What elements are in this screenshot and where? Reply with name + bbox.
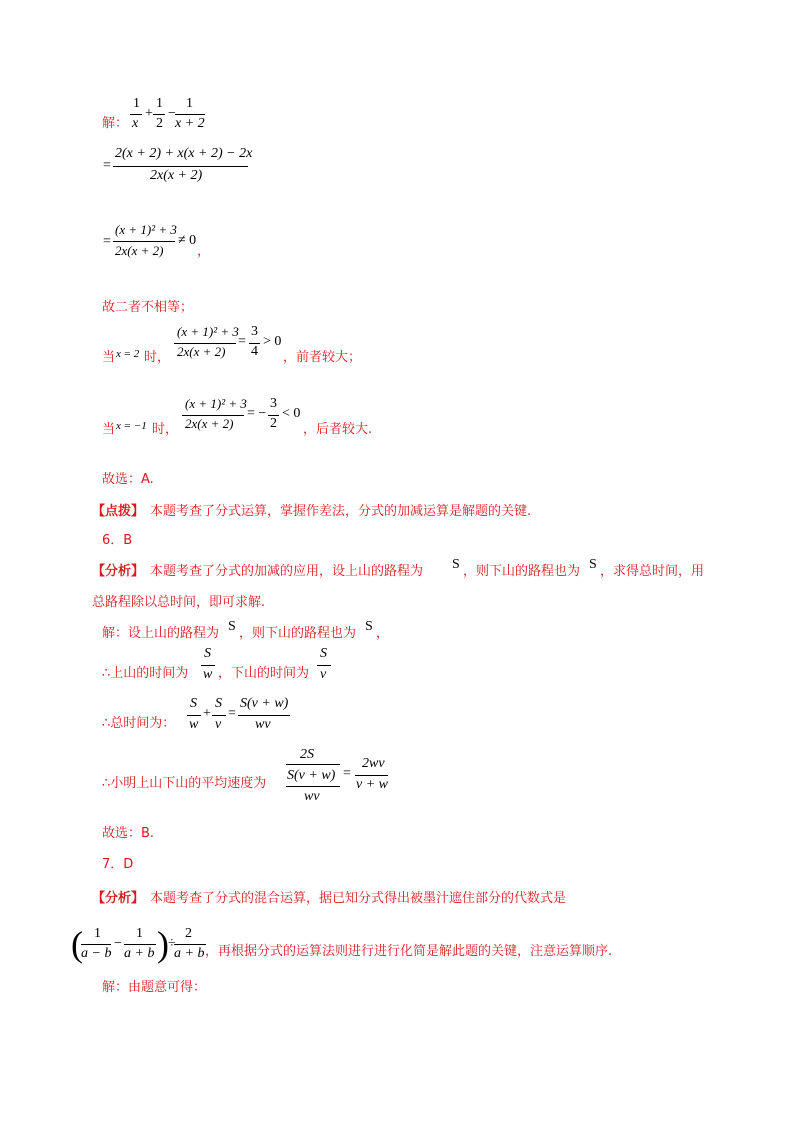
not-equal-zero: ≠ 0 [178,233,197,248]
q6-t-eq: = [228,706,236,721]
case2-prefix: 当 [102,422,116,437]
result-den: 2x(x + 2) [115,243,164,258]
q6-analysis-a: 本题考查了分式的加减的应用，设上山的路程为 [150,564,424,579]
q6-down-text: ，下山的时间为 [218,666,310,681]
q7-e2-den: a + b [124,946,155,961]
q6-avg-r-bar [355,775,388,776]
q6-t1-den: w [189,717,199,732]
q6-t1-num: S [190,696,197,711]
q6-analysis-c: ，求得总时间，用 [600,564,705,579]
minus-sign: − [168,106,176,121]
q6-solution-a: 解：设上山的路程为 [102,626,220,641]
big-frac-num: 2(x + 2) + x(x + 2) − 2x [115,146,253,161]
q6-avg-bot: wv [304,789,320,804]
q6-solution-c: ， [376,626,390,641]
q7-e1-num: 1 [94,926,101,941]
q7-minus: − [114,936,122,951]
q7-e2-bar [124,944,156,945]
case2-compare: < 0 [282,406,301,421]
frac3-num: 1 [186,96,193,111]
frac2-num: 1 [156,96,163,111]
case2-eq: = − [247,406,267,421]
q6-avg-eq: = [343,766,351,781]
case1-prefix: 当 [102,350,116,365]
q6-t2-num: S [215,696,222,711]
big-frac-bar [113,166,248,167]
q6-up-num: S [204,646,211,661]
q7-number: 7．D [102,857,134,872]
q6-analysis-label: 【分析】 [92,564,145,579]
case2-den: 2x(x + 2) [185,416,234,431]
q6-avg-top: 2S [300,747,314,762]
case2-tail: ，后者较大. [303,422,373,437]
q6-t3-num: S(v + w) [240,696,289,711]
frac1-num: 1 [133,96,140,111]
choose-a: 故选：A. [102,472,154,487]
q6-t3-den: wv [255,717,271,732]
q6-number: 6．B [102,533,133,548]
case2-suffix: 时， [152,422,179,437]
big-frac-den: 2x(x + 2) [150,168,203,183]
case2-val-num: 3 [270,396,277,411]
q7-analysis-line2: ，再根据分式的运算法则进行进行化简是解此题的关键，注意运算顺序. [205,944,613,959]
q6-s3: S [228,619,236,634]
q6-down-den: v [320,667,327,682]
q6-avg-r-den: v + w [356,777,388,792]
solution-label: 解： [102,116,129,131]
q6-up-bar [201,665,215,666]
conclusion-text: 故二者不相等； [102,300,194,315]
equals-sign: = [103,158,111,173]
tip-label: 【点拨】 [92,504,145,519]
plus-sign: + [145,106,153,121]
q7-left-paren: ( [71,924,83,964]
q6-avg-inner-bar-top [286,764,340,765]
case1-den: 2x(x + 2) [177,344,226,359]
q6-analysis-line2: 总路程除以总时间，即可求解. [92,595,266,610]
tip-text: 本题考查了分式运算，掌握作差法，分式的加减运算是解题的关键. [150,504,532,519]
q6-s1: S [452,557,460,572]
q7-e3-num: 2 [185,926,192,941]
frac1-bar [130,114,142,115]
case2-num: (x + 1)² + 3 [185,396,247,411]
frac2-den: 2 [156,116,163,131]
q6-avg-text: ∴小明上山下山的平均速度为 [102,776,267,791]
q7-analysis-line1: 本题考查了分式的混合运算，据已知分式得出被墨汁遮住部分的代数式是 [150,891,567,906]
case1-eq: = [238,334,246,349]
q7-e1-bar [81,944,111,945]
q6-total-text: ∴总时间为： [102,716,176,731]
q7-e3-den: a + b [174,946,205,961]
case1-suffix: 时， [144,350,171,365]
equals-sign: = [103,234,111,249]
case2-condition: x = −1 [116,420,147,432]
choose-b: 故选：B. [102,826,155,841]
q6-up-text: ∴上山的时间为 [102,666,189,681]
q6-avg-mid: S(v + w) [287,768,336,783]
q7-e2-num: 1 [136,926,143,941]
comma: ， [197,244,211,259]
q6-down-bar [317,665,331,666]
q7-analysis-label: 【分析】 [92,891,145,906]
q6-solution-b: ，则下山的路程也为 [239,626,357,641]
q7-solution: 解：由题意可得： [102,980,207,995]
frac3-bar [175,114,205,115]
q6-avg-r-num: 2wv [362,756,385,771]
q7-e1-den: a − b [81,946,112,961]
q6-down-num: S [320,646,327,661]
q6-t2-den: v [215,717,222,732]
case1-condition: x = 2 [116,348,140,360]
case1-val-den: 4 [251,344,258,359]
case1-tail: ，前者较大； [283,350,362,365]
q6-avg-inner-bar-bot [286,786,340,787]
q6-s4: S [365,619,373,634]
q7-e3-bar [174,944,206,945]
q6-t1-bar [187,715,201,716]
q6-t3-bar [238,715,290,716]
q6-t2-bar [212,715,226,716]
result-num: (x + 1)² + 3 [115,222,177,237]
q6-analysis-b: ，则下山的路程也为 [463,564,581,579]
case2-val-den: 2 [270,416,277,431]
q7-right-paren: ) [157,924,169,964]
result-bar [113,241,175,242]
frac1-den: x [132,116,139,131]
q7-divide: ÷ [168,936,176,951]
case1-val-num: 3 [251,324,258,339]
case1-num: (x + 1)² + 3 [177,324,239,339]
frac2-bar [153,114,165,115]
q6-up-den: w [203,667,213,682]
frac3-den: x + 2 [175,116,205,131]
case1-compare: > 0 [263,334,282,349]
q6-plus: + [203,706,211,721]
q6-s2: S [589,557,597,572]
